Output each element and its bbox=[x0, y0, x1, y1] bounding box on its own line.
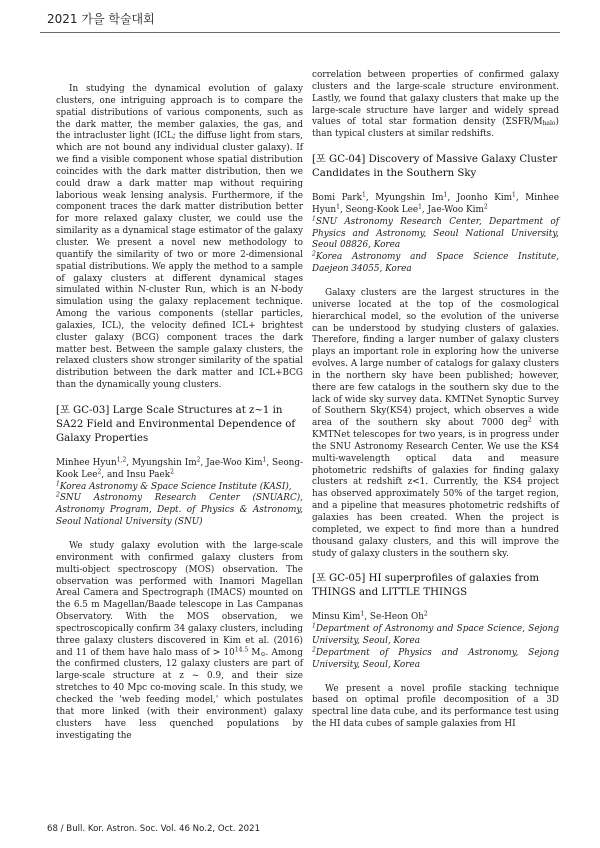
gc05-abstract: We present a novel profile stacking technique based on optimal profile decomposition of a 3D spectral line data cube, and its performance test using the HI data cubes of sample galaxies from HI bbox=[312, 683, 559, 730]
gc04-authors: Bomi Park$^1$, Myungshin Im$^1$, Joonho Kim$^1$, Minhee Hyun$^1$, Seong-Kook Lee$^1$, Jae-Woo Kim$^2$ bbox=[312, 191, 559, 215]
page-footer: 68 / Bull. Kor. Astron. Soc. Vol. 46 No.2, Oct. 2021 bbox=[47, 824, 261, 834]
header-divider bbox=[40, 32, 560, 33]
gc05-affiliation-2: $^2$Department of Physics and Astronomy, Sejong University, Seoul, Korea bbox=[312, 646, 559, 670]
left-column bbox=[56, 84, 303, 742]
gc03-abstract-continued: correlation between properties of confirmed galaxy clusters and the large-scale structure environment. Lastly, we found that galaxy clusters that make up the large-scale structure have larger and widely spread values of total star formation density $(\Sigma SFR/M_{halo})$ than typical clusters at similar redshifts. bbox=[312, 70, 559, 140]
gc04-title: [포 GC-04] Discovery of Massive Galaxy Cluster Candidates in the Southern Sky bbox=[312, 154, 558, 180]
gc02-abstract-continued: In studying the dynamical evolution of galaxy clusters, one intriguing approach is to compare the spatial distributions of various components, such as the dark matter, the member galaxies, the gas, and the intracluster light (ICL; the diffuse light from stars, which are not bound any individual cluster galaxy). If we find a visible component whose spatial distribution coincides with the dark matter distribution, then we could draw a dark matter map without requiring laborious weak lensing analysis. Furthermore, if the component traces the dark matter distribution better for more relaxed galaxy cluster, we could use the similarity as a dynamical stage estimator of the galaxy cluster. We present a novel new methodology to quantify the similarity of two or more 2-dimensional spatial distributions. We apply the method to a sample of galaxy clusters at different dynamical stages simulated within N-cluster Run, which is an N-body simulation using the galaxy replacement technique. Among the various components (stellar particles, galaxies, ICL), the velocity defined ICL+ brightest cluster galaxy (BCG) component traces the dark matter best. Between the sample galaxy clusters, the relaxed clusters show stronger similarity of the spatial distribution between the dark matter and ICL+BCG than the dynamically young clusters. bbox=[56, 84, 303, 391]
gc04-affiliation-2: $^2$Korea Astronomy and Space Science Institute, Daejeon 34055, Korea bbox=[312, 250, 559, 275]
conference-header: 2021 가을 학술대회 bbox=[47, 12, 155, 26]
gc05-authors: Minsu Kim$^1$, Se-Heon Oh$^2$ bbox=[312, 610, 428, 623]
gc05-affiliation-1: $^1$Department of Astronomy and Space Science, Sejong University, Seoul, Korea bbox=[312, 622, 559, 647]
gc03-authors: Minhee Hyun$^{1,2}$, Myungshin Im$^2$, Jae-Woo Kim$^1$, Seong-Kook Lee$^2$, and Insu Paek$^2$ bbox=[56, 456, 303, 480]
gc04-abstract: Galaxy clusters are the largest structures in the universe located at the top of the cosmological hierarchical model, so the evolution of the universe can be understood by studying clusters of galaxies. Therefore, finding a larger number of galaxy clusters plays an important role in exploring how the universe evolves. A large number of catalogs for galaxy clusters in the northern sky have been published; however, there are few catalogs in the southern sky due to the lack of wide sky survey data. KMTNet Synoptic Survey of Southern Sky(KS4) project, which observes a wide area of the southern sky about 7000 deg$^2$ with KMTNet telescopes for two years, is in progress under the SNU Astronomy Research Center. We use the KS4 multi-wavelength optical data and measure photometric redshifts of galaxies for finding galaxy clusters at redshift z<1. Currently, the KS4 project has observed approximately 50% of the target region, and a pipeline that measures photometric redshifts of galaxies has been created. When the project is completed, we expect to find more than a hundred thousand galaxy clusters, and this will improve the study of galaxy clusters in the southern sky. bbox=[312, 287, 559, 559]
gc03-abstract: We study galaxy evolution with the large-scale environment with confirmed galaxy clusters from multi-object spectroscopy (MOS) observation. The observation was performed with Inamori Magellan Areal Camera and Spectrograph (IMACS) mounted on the 6.5 m Magellan/Baade telescope in Las Campanas Observatory. With the MOS observation, we spectroscopically confirm 34 galaxy clusters, including three galaxy clusters discovered in Kim et al. (2016) and 11 of them have halo mass of > $10^{14.5}$ $M_⊙$. Among the confirmed clusters, 12 galaxy clusters are part of large-scale structure at z ~ 0.9, and their size stretches to 40 Mpc co-moving scale. In this study, we checked the 'web feeding model,' which postulates that more linked (with their environment) galaxy clusters have less quenched populations by investigating the bbox=[56, 541, 304, 741]
right-column bbox=[312, 70, 559, 731]
gc04-affiliation-1: $^1$SNU Astronomy Research Center, Department of Physics and Astronomy, Seoul National University, Seoul 08826, Korea bbox=[312, 215, 559, 251]
gc03-affiliation-2: $^2$SNU Astronomy Research Center (SNUARC), Astronomy Program, Dept. of Physics & Astronomy, Seoul National University (SNU) bbox=[56, 491, 303, 528]
gc03-affiliation-1: $^1$Korea Astronomy & Space Science Institute (KASI), bbox=[56, 480, 292, 492]
gc03-title: [포 GC-03] Large Scale Structures at z~1 in SA22 Field and Environmental Dependence of Galaxy Properties bbox=[56, 404, 296, 444]
gc05-title: [포 GC-05] HI superprofiles of galaxies from THINGS and LITTLE THINGS bbox=[312, 573, 540, 599]
